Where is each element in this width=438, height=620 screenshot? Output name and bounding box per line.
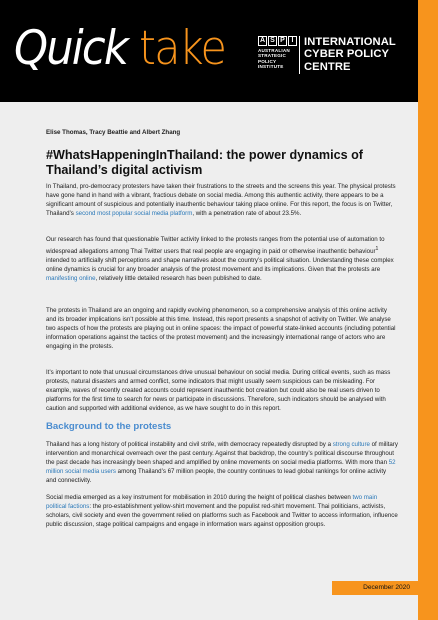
brand-quick: Quick	[14, 21, 128, 76]
paragraph-intro	[46, 183, 398, 219]
paragraph-ongoing: The protests in Thailand are an ongoing and rapidly evolving phenomenon, so a comprehensive analysis of this online activity and its broader implications isn’t possible at this time. Instead, this report presents a snapshot of activity on Twitter. We analyse two aspects of how the protests are playing out in online spaces: the impact of powerful state-linked accounts (including potential information operations against the tactics of the protest movement) and the increasingly international range of actors who are engaging in the protests.	[46, 307, 396, 350]
link-social-media-users[interactable]: 52 million social media users	[46, 458, 396, 475]
aspi-letter: P	[278, 36, 287, 46]
text-run: Social media emerged as a key instrument for mobilisation in 2010 during the height of political clashes between	[46, 494, 353, 501]
aspi-letter: A	[259, 37, 266, 44]
page-body	[0, 102, 418, 620]
aspi-line: INSTITUTE	[258, 64, 284, 70]
text-run: , relatively little detailed research has been published to date.	[95, 274, 262, 282]
text-run: intended to artificially shift perceptions and shape narratives about the country’s political situation. Understanding these complex online dynamics is crucial for any broader analysis of the protest movement and its implications. Given that the protests are	[46, 256, 394, 273]
aspi-letter-boxes	[258, 36, 298, 46]
aspi-letter: I	[288, 36, 297, 46]
aspi-line: STRATEGIC	[258, 53, 287, 59]
paragraph-background	[46, 441, 398, 486]
text-run: Thailand has a long history of political instability and civil strife, with democracy repeatedly disrupted by a	[46, 441, 333, 448]
authors-line: Elise Thomas, Tracy Beattie and Albert Zhang	[46, 129, 181, 136]
text-run: In Thailand, pro-democracy protesters have taken their frustrations to the streets and the screens this year. The physical protests have gone hand in hand with a vibrant, fractious debate on social media. Among this authentic activity, there appears to be a significant amount of suspicious and potentially inauthentic behaviour taking place online. For this report, the focus is on Twitter, Thailand’s	[46, 183, 396, 217]
section-heading-background: Background to the protests	[46, 421, 172, 432]
text-run: among Thailand’s 67 million people, the country continues to lead global rankings for online activity and connectivity.	[46, 467, 387, 484]
text-run: : the pro-establishment yellow-shirt movement and the populist red-shirt movement. Thai politicians, activists, scholars, civil society and even the government relied on platforms such as Facebook and Twitter to access information, influence public discussion, stage political campaigns and engage in information wars against opposition groups.	[46, 502, 398, 528]
orange-side-bar	[418, 0, 438, 620]
text-run: of military intervention and monarchical overreach over the past century. Against that backdrop, the country’s political discourse throughout the past decade has increasingly been shaped and amplified by online movements on social media platforms. With more than	[46, 441, 398, 466]
icpc-line: CYBER POLICY	[304, 48, 390, 61]
header-banner	[0, 0, 418, 102]
aspi-full-name	[258, 48, 298, 70]
text-run: , with a penetration rate of about 23.5%.	[192, 209, 302, 217]
quick-take-logo	[14, 21, 226, 76]
paragraph-caution: It’s important to note that unusual circumstances drive unusual behaviour on social media. During critical events, such as mass protests, natural disasters and armed conflict, some indicators that might usually seem suspicious can be misleading. For example, waves of recently created accounts could represent inauthentic bot creation but could also be real users driven to platforms for the first time to search for news or participate in discussions. Therefore, such indicators should be analysed with caution and supported with additional evidence, as we have sought to do in this report.	[46, 369, 391, 412]
link-social-media-platform[interactable]: second most popular social media platform	[75, 209, 193, 217]
paragraph-research	[46, 236, 398, 284]
logo-divider	[299, 36, 300, 74]
aspi-line: POLICY	[258, 58, 277, 64]
icpc-line: CENTRE	[304, 60, 351, 73]
text-run: Our research has found that questionable Twitter activity linked to the protests ranges from the potential use of automation to widespread allegations among Thai Twitter users that real people are engaging in paid or otherwise inauthentic behaviour	[46, 236, 385, 255]
icpc-line: INTERNATIONAL	[304, 36, 396, 48]
link-manifesting-online[interactable]: manifesting online	[46, 274, 96, 282]
footnote-marker[interactable]: 1	[375, 245, 379, 252]
date-tab: December 2020	[332, 581, 418, 595]
paragraph-mobilisation	[46, 494, 398, 530]
page-title: #WhatsHappeningInThailand: the power dynamics of Thailand’s digital activism	[46, 148, 363, 177]
aspi-letter: S	[268, 36, 277, 46]
brand-take: take	[138, 21, 226, 76]
icpc-logo	[304, 36, 396, 73]
link-political-factions[interactable]: two main political factions	[46, 494, 378, 510]
aspi-line: AUSTRALIAN	[258, 48, 290, 53]
link-strong-culture[interactable]: strong culture	[332, 441, 370, 448]
aspi-logo	[258, 36, 298, 76]
